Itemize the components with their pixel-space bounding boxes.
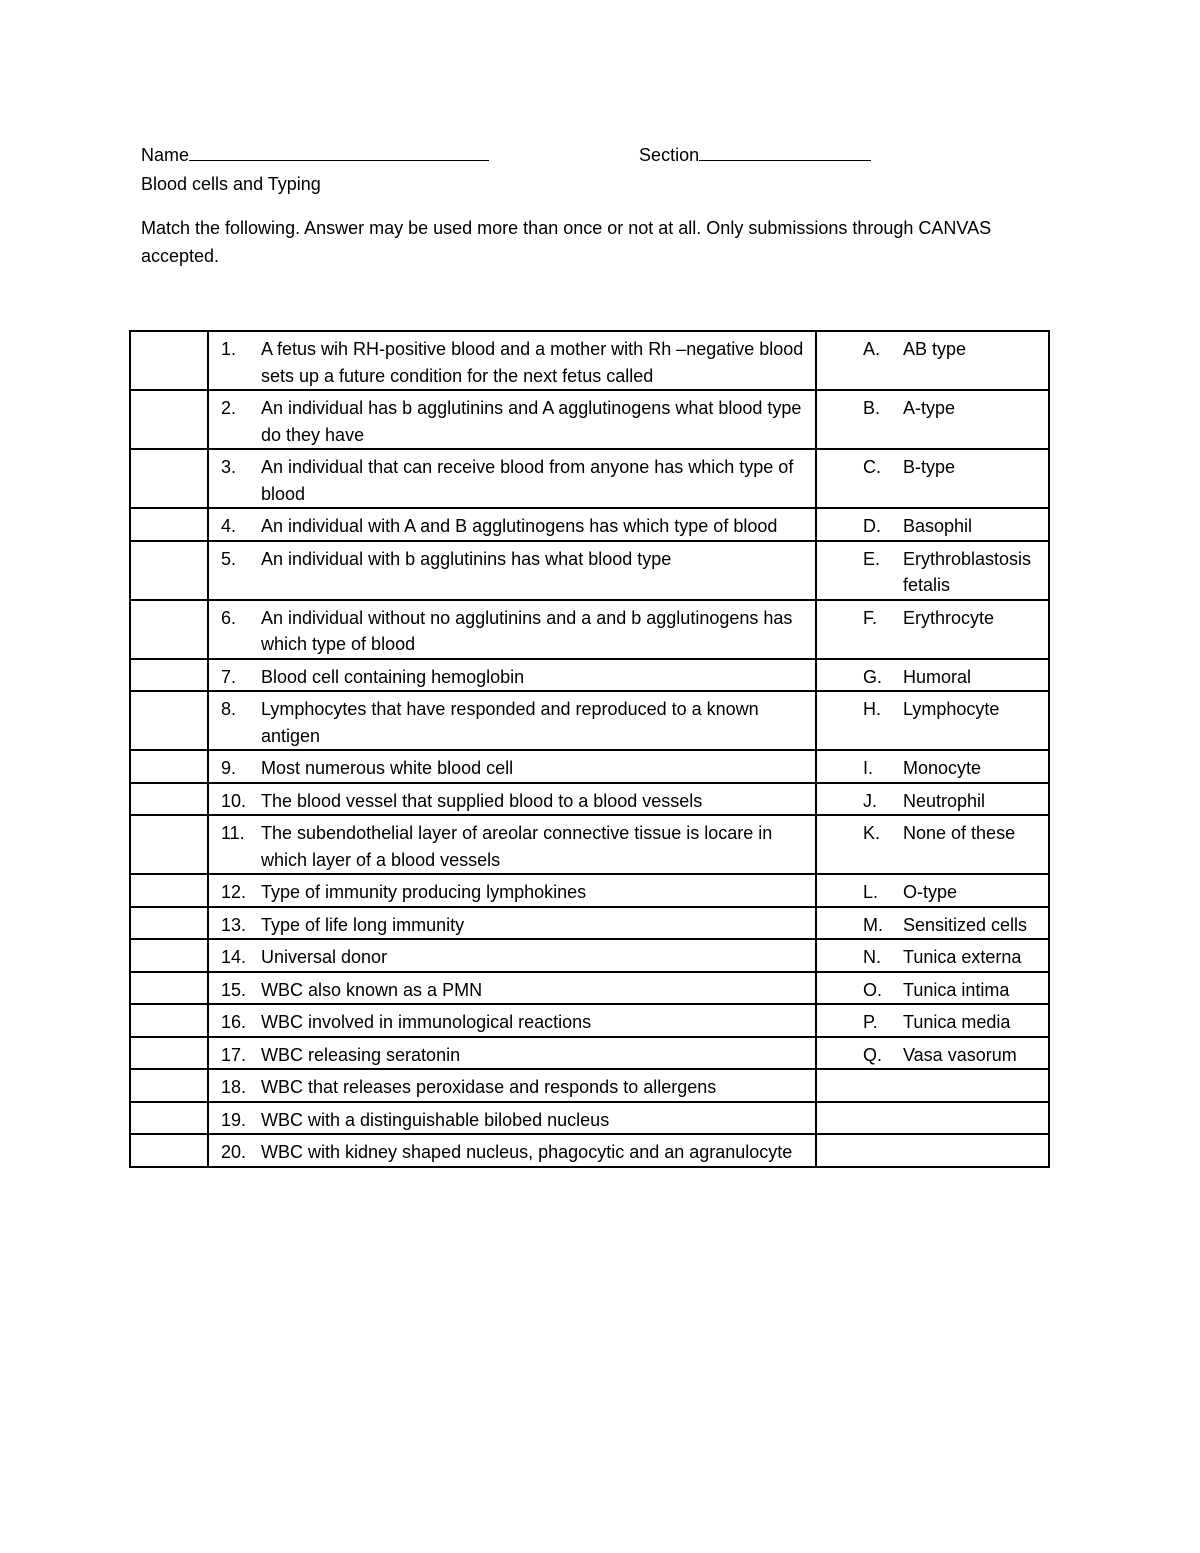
question-number: 2.: [221, 398, 237, 418]
option-letter: L.: [863, 882, 879, 902]
section-blank[interactable]: [699, 142, 871, 161]
option-cell: [816, 1004, 1049, 1037]
option-letter: P.: [863, 1012, 878, 1032]
answer-cell[interactable]: [130, 508, 208, 541]
option-letter: K.: [863, 823, 881, 843]
table-row: [130, 390, 1049, 449]
question-text: Universal donor: [261, 947, 388, 967]
answer-cell[interactable]: [130, 1134, 208, 1167]
question-text: WBC involved in immunological reactions: [261, 1012, 592, 1032]
question-number: 19.: [221, 1109, 247, 1130]
table-row: [130, 508, 1049, 541]
answer-cell[interactable]: [130, 783, 208, 816]
question-cell: [208, 874, 816, 907]
section-label: Section: [639, 145, 700, 165]
option-letter: I.: [863, 758, 874, 778]
answer-cell[interactable]: [130, 750, 208, 783]
question-number: 15.: [221, 979, 247, 1000]
option-cell: [816, 541, 1049, 600]
answer-cell[interactable]: [130, 390, 208, 449]
table-row: [130, 874, 1049, 907]
question-number: 1.: [221, 339, 237, 359]
option-letter: D.: [863, 516, 881, 536]
question-number: 18.: [221, 1077, 247, 1097]
worksheet-title: Blood cells and Typing: [141, 174, 321, 194]
option-letter: Q.: [863, 1044, 883, 1065]
question-number: 6.: [221, 607, 237, 628]
question-cell: [208, 541, 816, 600]
option-cell: [816, 1069, 1049, 1102]
option-cell: [816, 600, 1049, 659]
option-letter: C.: [863, 457, 881, 477]
option-letter: G.: [863, 666, 883, 687]
question-number: 11.: [221, 823, 245, 843]
answer-cell[interactable]: [130, 1004, 208, 1037]
table-row: [130, 1102, 1049, 1135]
question-text: Lymphocytes that have responded and reproduced to a known antigen: [261, 699, 759, 746]
option-text: Neutrophil: [903, 790, 986, 811]
option-text: AB type: [903, 339, 967, 359]
question-number: 14.: [221, 947, 247, 967]
question-cell: [208, 783, 816, 816]
option-text: Monocyte: [903, 758, 982, 778]
question-cell: [208, 1004, 816, 1037]
question-cell: [208, 907, 816, 940]
question-number: 4.: [221, 516, 237, 536]
question-cell: [208, 815, 816, 874]
option-cell: [816, 815, 1049, 874]
question-number: 20.: [221, 1142, 247, 1162]
question-number: 8.: [221, 699, 237, 719]
option-text: Basophil: [903, 516, 973, 536]
answer-cell[interactable]: [130, 1069, 208, 1102]
instructions: Match the following. Answer may be used more than once or not at all. Only submissions through CANVAS accepted.: [141, 218, 992, 266]
option-cell: [816, 508, 1049, 541]
option-text: Tunica media: [903, 1012, 1011, 1032]
question-cell: [208, 972, 816, 1005]
table-row: [130, 541, 1049, 600]
question-number: 12.: [221, 882, 247, 902]
option-text: Humoral: [903, 666, 972, 687]
question-number: 16.: [221, 1012, 247, 1032]
option-letter: J.: [863, 790, 878, 811]
question-text: Most numerous white blood cell: [261, 758, 514, 778]
option-letter: O.: [863, 979, 883, 1000]
question-cell: [208, 331, 816, 390]
question-text: Blood cell containing hemoglobin: [261, 666, 525, 687]
table-row: [130, 1134, 1049, 1167]
question-text: WBC also known as a PMN: [261, 979, 483, 1000]
option-text: B-type: [903, 457, 956, 477]
question-cell: [208, 1069, 816, 1102]
question-text: WBC releasing seratonin: [261, 1044, 461, 1065]
option-text: O-type: [903, 882, 958, 902]
option-cell: [816, 874, 1049, 907]
option-cell: [816, 1134, 1049, 1167]
answer-cell[interactable]: [130, 541, 208, 600]
question-number: 3.: [221, 457, 237, 477]
name-label: Name: [141, 145, 190, 165]
option-cell: [816, 939, 1049, 972]
table-row: [130, 691, 1049, 750]
table-row: [130, 783, 1049, 816]
table-row: [130, 1037, 1049, 1070]
question-cell: [208, 691, 816, 750]
table-row: [130, 659, 1049, 692]
answer-cell[interactable]: [130, 972, 208, 1005]
question-cell: [208, 939, 816, 972]
question-text: The subendothelial layer of areolar connective tissue is locare in which layer of a blood vessels: [261, 823, 773, 870]
option-cell: [816, 331, 1049, 390]
table-row: [130, 972, 1049, 1005]
option-cell: [816, 390, 1049, 449]
table-row: [130, 750, 1049, 783]
question-text: An individual with b agglutinins has what blood type: [261, 548, 672, 569]
option-letter: F.: [863, 607, 878, 628]
table-row: [130, 331, 1049, 390]
table-row: [130, 907, 1049, 940]
table-row: [130, 600, 1049, 659]
answer-cell[interactable]: [130, 331, 208, 390]
question-text: A fetus wih RH-positive blood and a mother with Rh –negative blood sets up a future condition for the next fetus called: [261, 339, 804, 386]
question-cell: [208, 1134, 816, 1167]
option-cell: [816, 783, 1049, 816]
option-text: Tunica intima: [903, 979, 1010, 1000]
table-row: [130, 449, 1049, 508]
table-row: [130, 939, 1049, 972]
question-number: 13.: [221, 914, 247, 935]
option-letter: A.: [863, 339, 881, 359]
table-row: [130, 1069, 1049, 1102]
answer-cell[interactable]: [130, 659, 208, 692]
option-text: Erythroblastosis fetalis: [903, 548, 1032, 595]
question-cell: [208, 1102, 816, 1135]
answer-cell[interactable]: [130, 1102, 208, 1135]
option-letter: H.: [863, 699, 881, 719]
answer-cell[interactable]: [130, 874, 208, 907]
question-cell: [208, 659, 816, 692]
option-cell: [816, 449, 1049, 508]
option-letter: E.: [863, 548, 881, 569]
question-cell: [208, 449, 816, 508]
question-text: WBC with a distinguishable bilobed nucleus: [261, 1109, 610, 1130]
option-letter: M.: [863, 914, 883, 935]
option-cell: [816, 972, 1049, 1005]
option-cell: [816, 750, 1049, 783]
question-text: An individual has b agglutinins and A agglutinogens what blood type do they have: [261, 398, 802, 445]
option-letter: B.: [863, 398, 881, 418]
option-cell: [816, 691, 1049, 750]
option-cell: [816, 907, 1049, 940]
question-text: Type of immunity producing lymphokines: [261, 882, 587, 902]
name-blank[interactable]: [189, 142, 489, 161]
answer-cell[interactable]: [130, 600, 208, 659]
question-cell: [208, 600, 816, 659]
question-text: An individual with A and B agglutinogens has which type of blood: [261, 516, 778, 536]
question-cell: [208, 1037, 816, 1070]
option-cell: [816, 1102, 1049, 1135]
option-text: Sensitized cells: [903, 914, 1028, 935]
question-cell: [208, 390, 816, 449]
question-number: 7.: [221, 666, 237, 687]
header-line: [141, 142, 871, 168]
table-row: [130, 1004, 1049, 1037]
question-text: An individual without no agglutinins and a and b agglutinogens has which type of blood: [261, 607, 793, 654]
question-text: An individual that can receive blood from anyone has which type of blood: [261, 457, 794, 504]
option-text: Lymphocyte: [903, 699, 1000, 719]
answer-cell[interactable]: [130, 939, 208, 972]
option-cell: [816, 659, 1049, 692]
question-text: WBC that releases peroxidase and responds to allergens: [261, 1077, 717, 1097]
question-cell: [208, 750, 816, 783]
question-number: 9.: [221, 758, 237, 778]
option-text: None of these: [903, 823, 1016, 843]
answer-cell[interactable]: [130, 815, 208, 874]
option-cell: [816, 1037, 1049, 1070]
question-number: 17.: [221, 1044, 247, 1065]
question-text: WBC with kidney shaped nucleus, phagocytic and an agranulocyte: [261, 1142, 793, 1162]
question-cell: [208, 508, 816, 541]
option-text: Erythrocyte: [903, 607, 995, 628]
question-text: Type of life long immunity: [261, 914, 465, 935]
option-text: Vasa vasorum: [903, 1044, 1017, 1065]
matching-table: [129, 330, 1050, 1168]
table-row: [130, 815, 1049, 874]
option-text: Tunica externa: [903, 947, 1022, 967]
question-number: 10.: [221, 790, 247, 811]
option-letter: N.: [863, 947, 881, 967]
question-text: The blood vessel that supplied blood to a blood vessels: [261, 790, 703, 811]
option-text: A-type: [903, 398, 956, 418]
answer-cell[interactable]: [130, 1037, 208, 1070]
answer-cell[interactable]: [130, 691, 208, 750]
answer-cell[interactable]: [130, 907, 208, 940]
question-number: 5.: [221, 548, 237, 569]
answer-cell[interactable]: [130, 449, 208, 508]
